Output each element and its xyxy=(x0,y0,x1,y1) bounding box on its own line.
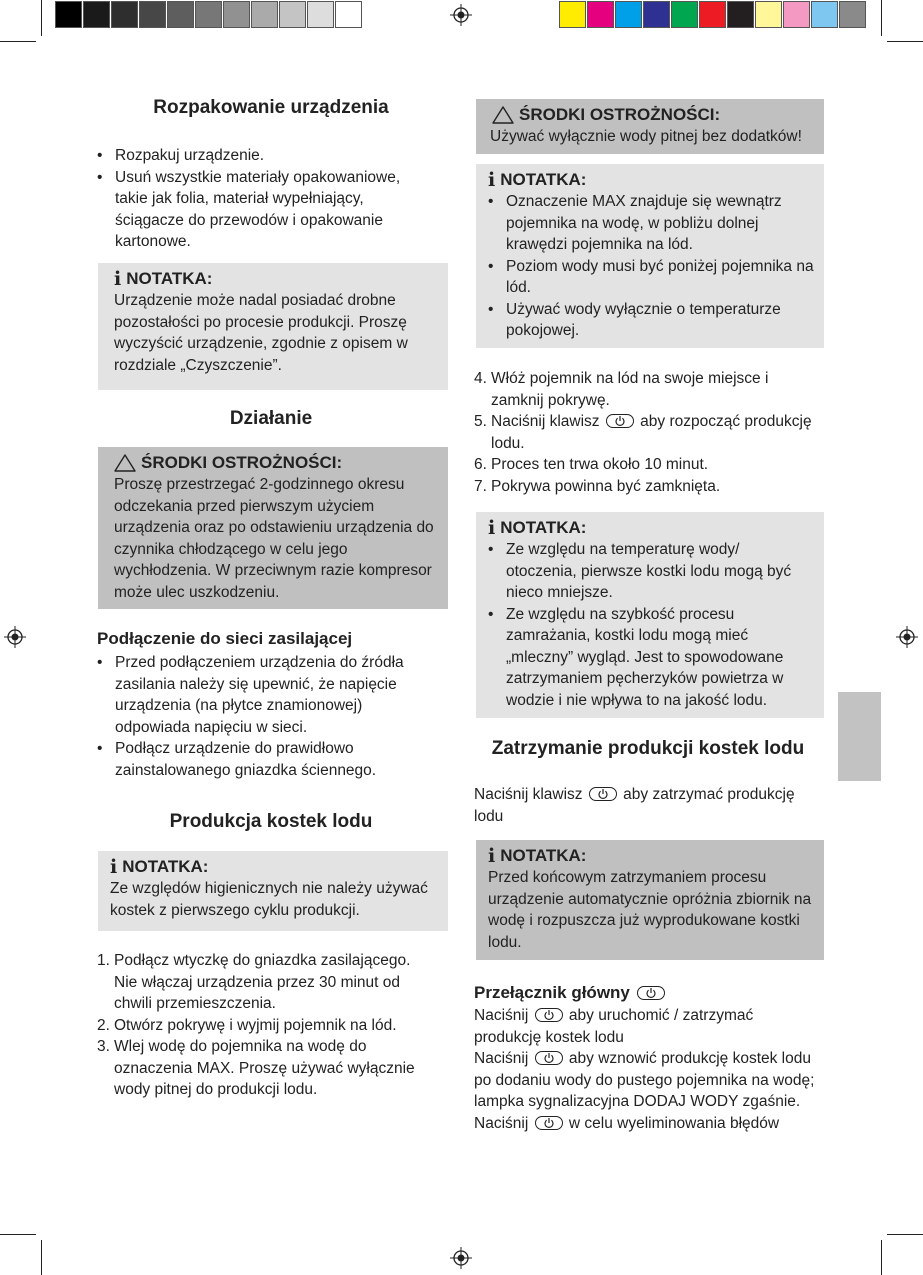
color-swatch xyxy=(839,1,866,28)
color-swatch xyxy=(223,1,250,28)
caution-text: Proszę przestrzegać 2-godzinnego okresu odczekania przed pierwszym użyciem urządzenia oraz po odstawieniu urządzenia do czynnika chłodzącego w celu jego wychłodzenia. W przeciwnym razie kompresor może ulec uszkodzeniu. xyxy=(114,476,434,601)
color-swatch xyxy=(195,1,222,28)
warning-triangle-icon xyxy=(492,106,514,124)
color-swatch xyxy=(643,1,670,28)
registration-mark-icon xyxy=(450,4,472,26)
unpack-list xyxy=(97,145,427,253)
color-swatch xyxy=(699,1,726,28)
note-title: i NOTATKA: xyxy=(488,516,587,539)
color-swatch xyxy=(587,1,614,28)
section-title-ice-production: Produkcja kostek lodu xyxy=(169,811,373,832)
info-icon: i xyxy=(110,855,118,878)
note-title: i NOTATKA: xyxy=(488,168,587,191)
color-swatch xyxy=(167,1,194,28)
section-title-power: Podłączenie do sieci zasilającej xyxy=(97,629,353,648)
color-swatch xyxy=(671,1,698,28)
info-icon: i xyxy=(488,516,496,539)
note-text: Przed końcowym zatrzymaniem procesu urządzenie automatycznie opróżnia zbiornik na wodę i rozpuszcza już wyprodukowane kostki lodu. xyxy=(488,869,812,951)
info-icon: i xyxy=(488,168,496,191)
note-list xyxy=(488,539,814,711)
crop-mark xyxy=(41,0,42,36)
list-item: 7. Pokrywa powinna być zamknięta. xyxy=(474,477,721,495)
color-swatch xyxy=(755,1,782,28)
info-icon: i xyxy=(488,844,496,867)
caution-box-water xyxy=(476,99,824,154)
steps-list-1 xyxy=(97,950,432,1101)
caution-box-wait xyxy=(98,447,448,609)
steps-list-2 xyxy=(474,368,819,497)
main-switch-text xyxy=(474,1005,824,1134)
power-key-icon xyxy=(535,1008,563,1022)
color-swatch xyxy=(783,1,810,28)
crop-mark xyxy=(887,41,923,42)
crop-mark xyxy=(881,1240,882,1275)
list-item: • Podłącz urządzenie do prawidłowo zainstalowanego gniazdka ściennego. xyxy=(97,738,432,781)
section-title-main-switch: Przełącznik główny xyxy=(474,983,667,1003)
list-item: 6. Proces ten trwa około 10 minut. xyxy=(474,456,709,473)
language-side-tab xyxy=(838,692,881,781)
color-swatch xyxy=(111,1,138,28)
registration-mark-icon xyxy=(450,1247,472,1269)
note-text: Ze względów higienicznych nie należy używać kostek z pierwszego cyklu produkcji. xyxy=(110,880,428,919)
info-icon: i xyxy=(114,267,122,290)
power-key-icon xyxy=(535,1116,563,1130)
crop-mark xyxy=(887,1234,923,1235)
crop-mark xyxy=(0,1234,36,1235)
color-swatch xyxy=(727,1,754,28)
list-item: 4. Włóż pojemnik na lód na swoje miejsce i zamknij pokrywę. xyxy=(474,370,769,409)
note-box-hygiene xyxy=(98,851,448,931)
note-box-final-stop xyxy=(476,840,824,960)
power-key-icon xyxy=(606,414,634,428)
list-item: • Używać wody wyłącznie o temperaturze pokojowej. xyxy=(488,299,814,342)
paragraph: Naciśnij aby wznowić produkcję kostek lodu po dodaniu wody do pustego pojemnika na wodę; lampka sygnalizacyjna DODAJ WODY zgaśnie. xyxy=(474,1050,815,1110)
caution-title: ŚRODKI OSTROŻNOŚCI: xyxy=(492,105,814,125)
list-item: 1. Podłącz wtyczkę do gniazdka zasilającego. Nie włączaj urządzenia przez 30 minut od chwili przemieszczenia. xyxy=(97,952,411,1012)
power-list xyxy=(97,652,432,781)
color-swatch xyxy=(83,1,110,28)
list-item: 3. Wlej wodę do pojemnika na wodę do oznaczenia MAX. Proszę używać wyłącznie wody pitnej do produkcji lodu. xyxy=(97,1038,415,1098)
note-title: i NOTATKA: xyxy=(488,844,587,867)
note-box-first-cubes xyxy=(476,512,824,718)
caution-title: ŚRODKI OSTROŻNOŚCI: xyxy=(114,453,438,473)
color-swatch xyxy=(307,1,334,28)
list-item: • Przed podłączeniem urządzenia do źródła zasilania należy się upewnić, że napięcie urządzenia (na płytce znamionowej) odpowiada napięciu w sieci. xyxy=(97,652,432,738)
crop-mark xyxy=(0,41,36,42)
list-item: • Oznaczenie MAX znajduje się wewnątrz pojemnika na wodę, w pobliżu dolnej krawędzi pojemnika na lód. xyxy=(488,191,814,256)
caution-text: Używać wyłącznie wody pitnej bez dodatków! xyxy=(490,128,802,145)
power-key-icon xyxy=(589,787,617,801)
note-box-residue xyxy=(98,263,448,390)
crop-mark xyxy=(41,1240,42,1275)
power-key-icon xyxy=(637,986,665,1000)
list-item: • Ze względu na temperaturę wody/ otoczenia, pierwsze kostki lodu mogą być nieco mniejsze. xyxy=(488,539,814,604)
color-swatch xyxy=(279,1,306,28)
list-item: 2. Otwórz pokrywę i wyjmij pojemnik na lód. xyxy=(97,1016,397,1034)
paragraph: Naciśnij aby uruchomić / zatrzymać produkcję kostek lodu xyxy=(474,1007,754,1046)
list-item: • Usuń wszystkie materiały opakowaniowe, takie jak folia, materiał wypełniający, ściągacze do przewodów i opakowanie kartonowe. xyxy=(97,167,427,253)
list-item: • Poziom wody musi być poniżej pojemnika na lód. xyxy=(488,256,814,299)
color-swatch xyxy=(139,1,166,28)
section-title-unpacking: Rozpakowanie urządzenia xyxy=(153,97,389,118)
note-text: Urządzenie może nadal posiadać drobne pozostałości po procesie produkcji. Proszę wyczyścić urządzenie, zgodnie z opisem w rozdziale „Czyszczenie”. xyxy=(114,292,408,374)
color-swatch xyxy=(55,1,82,28)
warning-triangle-icon xyxy=(114,454,136,472)
note-title: i NOTATKA: xyxy=(110,855,209,878)
note-box-max xyxy=(476,164,824,348)
registration-mark-icon xyxy=(4,626,26,648)
color-swatch xyxy=(811,1,838,28)
list-item: 5. Naciśnij klawisz aby rozpocząć produkcję lodu. xyxy=(474,413,812,452)
color-swatch xyxy=(251,1,278,28)
list-item: • Rozpakuj urządzenie. xyxy=(97,145,427,167)
color-swatch xyxy=(615,1,642,28)
power-key-icon xyxy=(535,1051,563,1065)
list-item: • Ze względu na szybkość procesu zamrażania, kostki lodu mogą mieć „mleczny” wygląd. Jest to spowodowane zatrzymaniem pęcherzyków powietrza w wodzie i nie wpływa to na jakość lodu. xyxy=(488,604,814,712)
registration-mark-icon xyxy=(896,626,918,648)
section-title-operation: Działanie xyxy=(229,408,313,429)
note-list xyxy=(488,191,814,342)
note-title: i NOTATKA: xyxy=(114,267,213,290)
stop-text: Naciśnij klawisz aby zatrzymać produkcję lodu xyxy=(474,786,795,825)
color-swatch xyxy=(559,1,586,28)
paragraph: Naciśnij w celu wyeliminowania błędów xyxy=(474,1114,780,1132)
section-title-stop: Zatrzymanie produkcji kostek lodu xyxy=(491,738,805,759)
color-swatch xyxy=(335,1,362,28)
crop-mark xyxy=(881,0,882,36)
